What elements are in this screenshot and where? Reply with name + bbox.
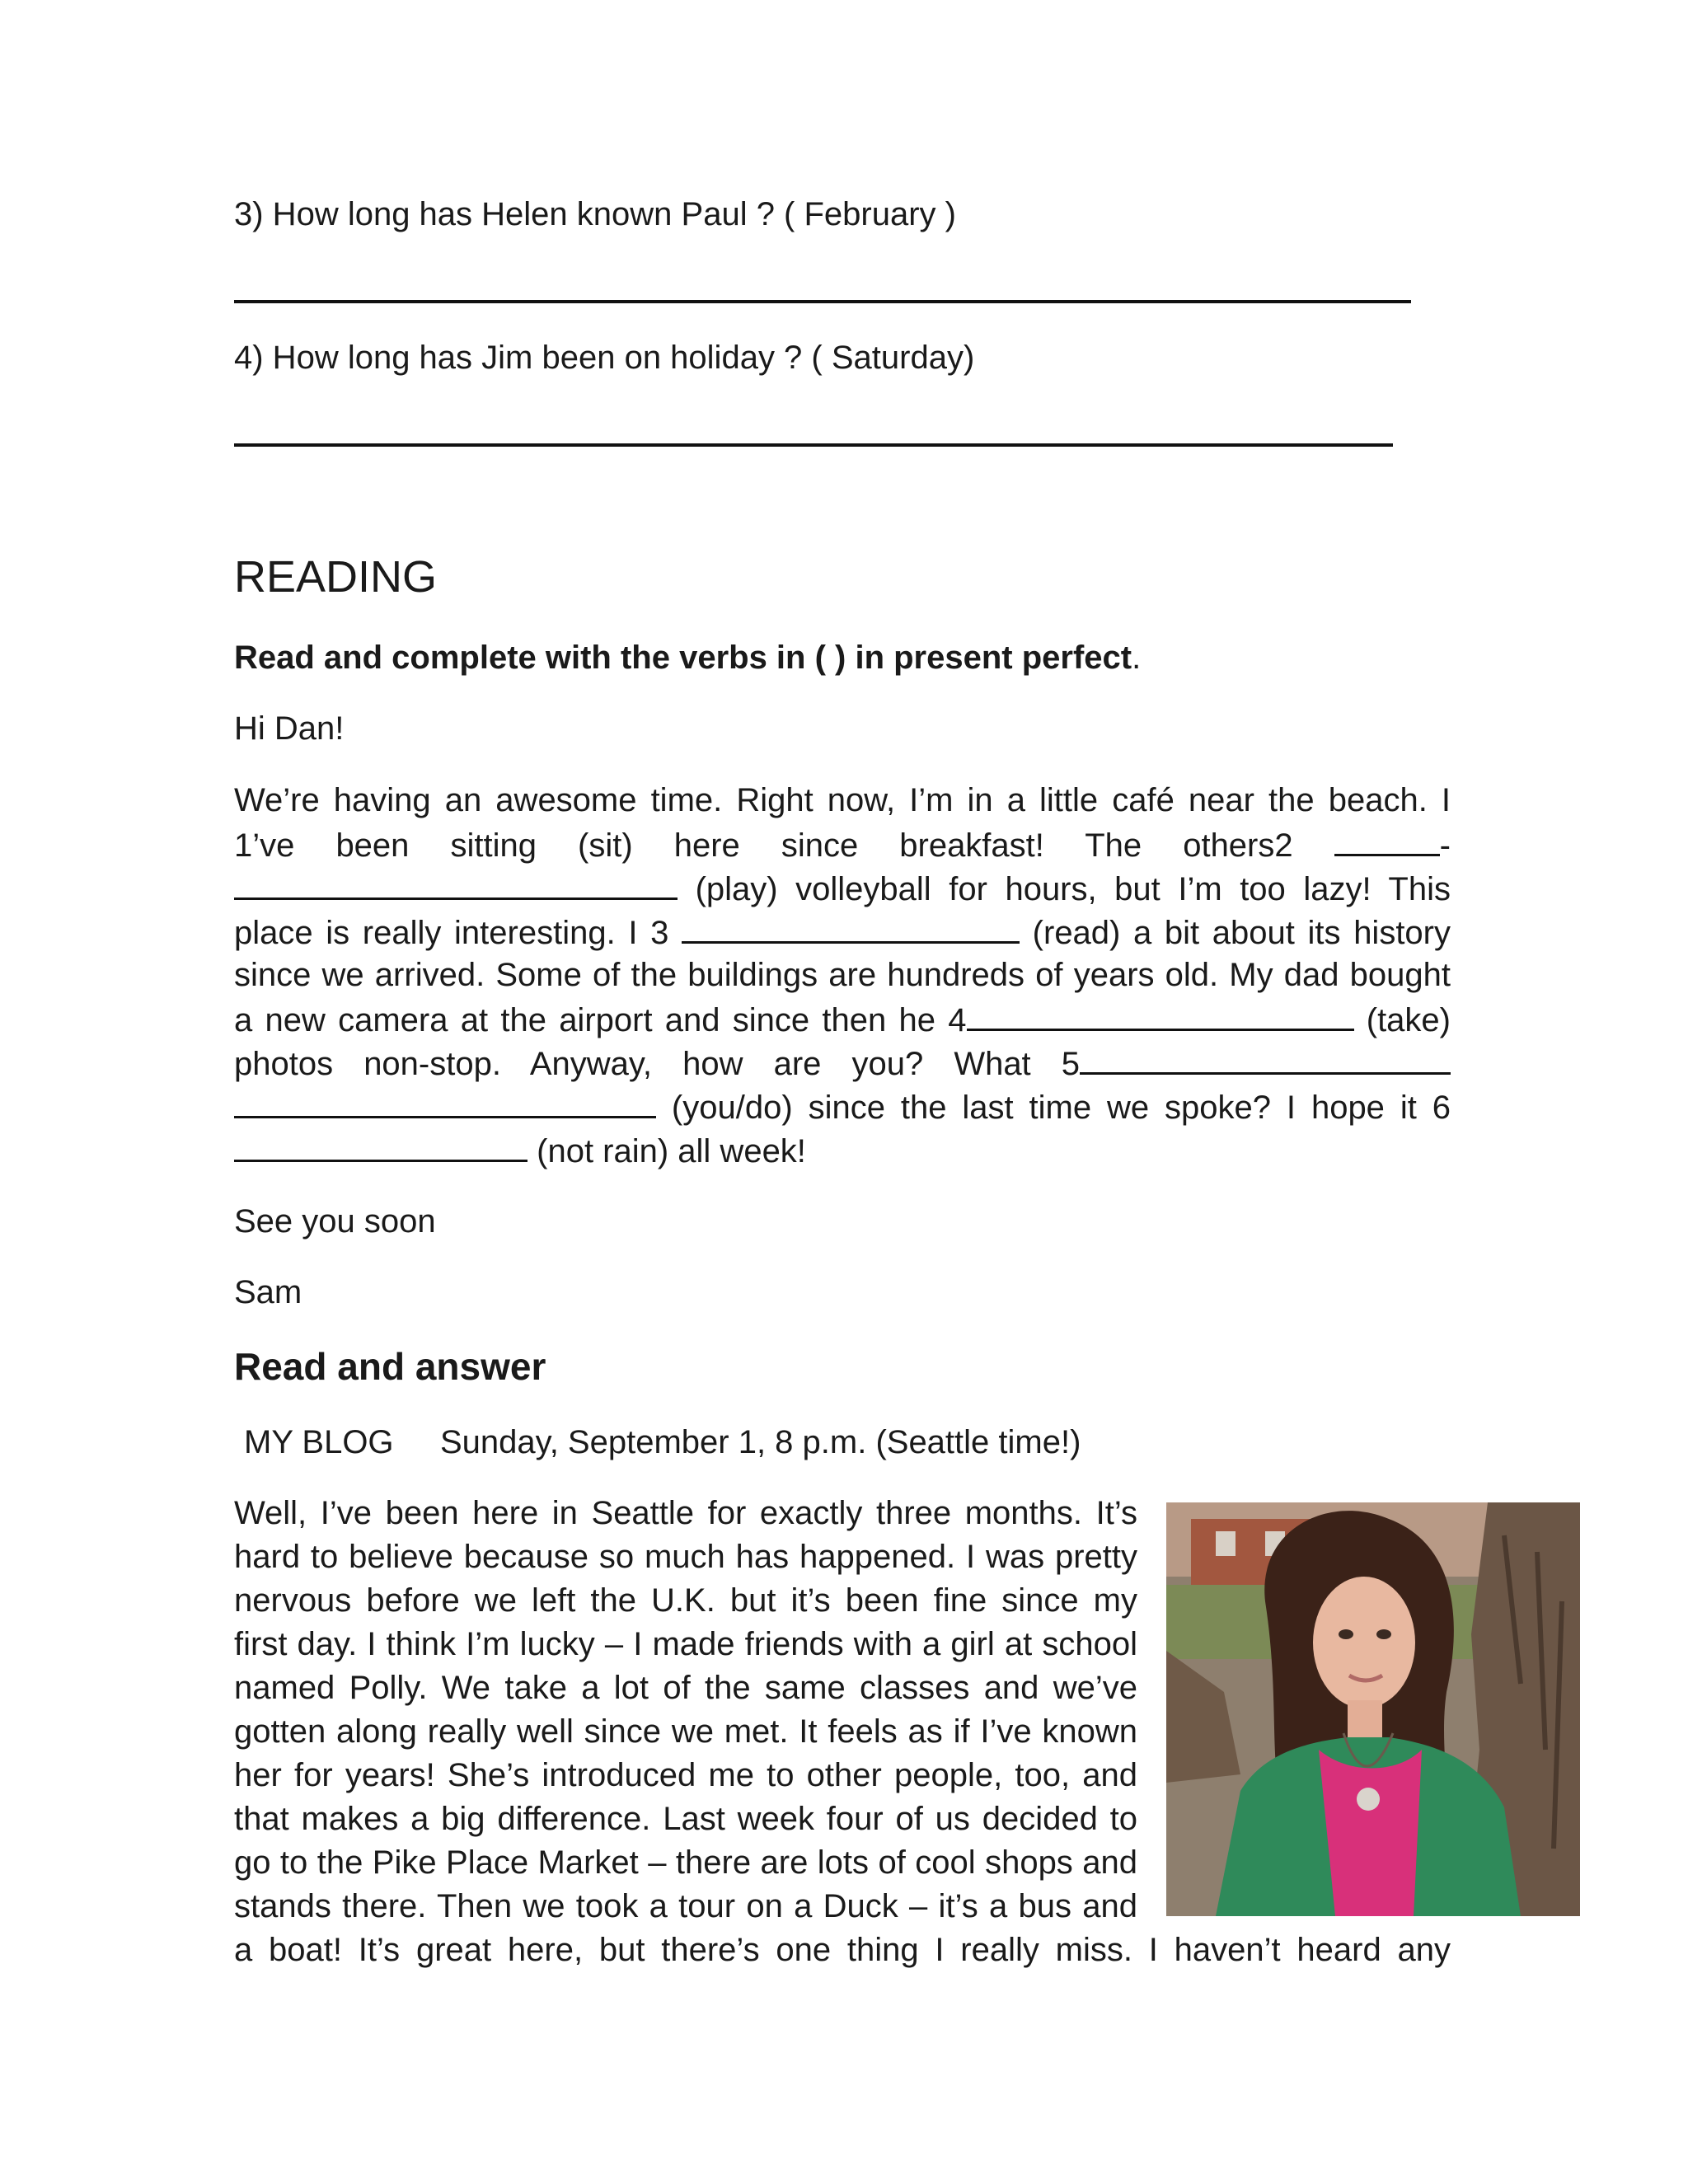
- reading-instruction: [234, 638, 1141, 677]
- letter-line-1: We’re having an awesome time. Right now, I’m in a little café near the beach. I: [234, 782, 1451, 818]
- letter-signoff: See you soon: [234, 1203, 436, 1240]
- letter-line-9: (not rain) all week!: [234, 1128, 1451, 1172]
- read-and-answer-heading: Read and answer: [234, 1345, 546, 1388]
- blog-line: named Polly. We take a lot of the same classes and we’ve: [234, 1670, 1137, 1706]
- question-4: 4) How long has Jim been on holiday ? ( Saturday): [234, 340, 975, 376]
- blank-6[interactable]: [234, 1128, 528, 1162]
- blog-line: nervous before we left the U.K. but it’s been fine since my: [234, 1582, 1137, 1619]
- blog-line: first day. I think I’m lucky – I made friends with a girl at school: [234, 1626, 1137, 1662]
- portrait-illustration: [1166, 1502, 1580, 1916]
- letter-line-2: 1’ve been sitting (sit) here since breakfast! The others2 -: [234, 823, 1451, 866]
- blank-2a[interactable]: [1334, 823, 1440, 856]
- letter-line-8: (you/do) since the last time we spoke? I hope it 6: [234, 1085, 1451, 1128]
- blank-3[interactable]: [682, 910, 1020, 944]
- blog-line: her for years! She’s introduced me to other people, too, and: [234, 1757, 1137, 1793]
- blank-4[interactable]: [967, 997, 1354, 1031]
- letter-signature: Sam: [234, 1274, 302, 1310]
- blog-line: stands there. Then we took a tour on a Duck – it’s a bus and: [234, 1888, 1137, 1924]
- answer-line-3[interactable]: [234, 300, 1411, 303]
- blank-5b[interactable]: [234, 1085, 656, 1118]
- blog-line: gotten along really well since we met. It feels as if I’ve known: [234, 1713, 1137, 1750]
- blog-line: that makes a big difference. Last week four of us decided to: [234, 1801, 1137, 1837]
- blank-2b[interactable]: [234, 866, 678, 900]
- letter-line-7: photos non-stop. Anyway, how are you? What 5: [234, 1041, 1451, 1085]
- instruction-period: .: [1132, 640, 1142, 676]
- blog-date: Sunday, September 1, 8 p.m. (Seattle time!): [440, 1424, 1081, 1460]
- blog-line: Well, I’ve been here in Seattle for exactly three months. It’s: [234, 1495, 1137, 1531]
- girl-photo: [1166, 1502, 1580, 1916]
- blog-line-last: a boat! It’s great here, but there’s one thing I really miss. I haven’t heard any: [234, 1932, 1451, 1968]
- answer-line-4[interactable]: [234, 443, 1393, 447]
- letter-line-3: (play) volleyball for hours, but I’m too lazy! This: [234, 866, 1451, 910]
- blank-5a[interactable]: [1080, 1041, 1451, 1075]
- blog-label: MY BLOG: [244, 1424, 394, 1460]
- letter-line-4: place is really interesting. I 3 (read) a bit about its history: [234, 910, 1451, 954]
- blog-line: hard to believe because so much has happened. I was pretty: [234, 1539, 1137, 1575]
- letter-greeting: Hi Dan!: [234, 710, 345, 747]
- letter-line-6: a new camera at the airport and since then he 4 (take): [234, 997, 1451, 1041]
- blog-body-continued: [234, 1929, 1451, 1972]
- instruction-text: Read and complete with the verbs in ( ) in present perfect: [234, 640, 1132, 676]
- letter-line-5: since we arrived. Some of the buildings are hundreds of years old. My dad bought: [234, 957, 1451, 993]
- blog-body: [234, 1492, 1137, 1929]
- reading-heading: READING: [234, 552, 438, 602]
- question-3: 3) How long has Helen known Paul ? ( February ): [234, 196, 956, 232]
- letter-body: [234, 779, 1451, 1172]
- blog-line: go to the Pike Place Market – there are lots of cool shops and: [234, 1844, 1137, 1881]
